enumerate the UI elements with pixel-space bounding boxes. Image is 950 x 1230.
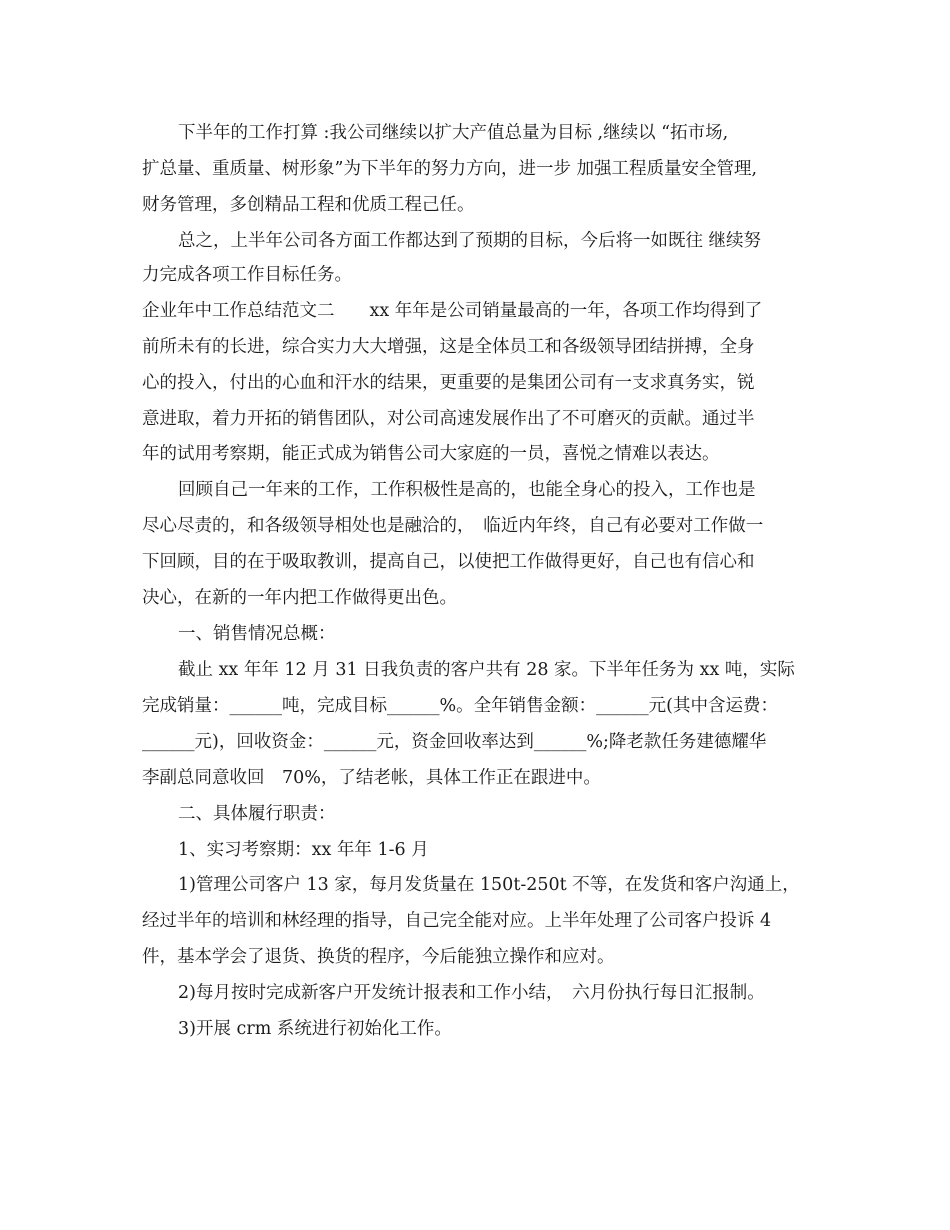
text-line: 尽心尽责的，和各级领导相处也是融洽的， 临近内年终，自己有必要对工作做一 [142, 516, 764, 536]
text-line: 回顾自己一年来的工作，工作积极性是高的，也能全身心的投入，工作也是 [178, 480, 756, 500]
text-line: 财务管理，多创精品工程和优质工程己任。 [142, 195, 475, 215]
text-line: 企业年中工作总结范文二 xx 年年是公司销量最高的一年，各项工作均得到了 [142, 301, 763, 321]
text-line: 意进取，着力开拓的销售团队，对公司高速发展作出了不可磨灭的贡献。通过半 [142, 409, 755, 429]
text-line: 前所未有的长进，综合实力大大增强，这是全体员工和各级领导团结拼搏，全身 [142, 337, 755, 357]
text-line: 1)管理公司客户 13 家，每月发货量在 150t-250t 不等，在发货和客户沟通上， [178, 875, 800, 895]
text-line: 3)开展 crm 系统进行初始化工作。 [178, 1019, 452, 1039]
section-heading: 二、具体履行职责： [178, 804, 336, 824]
text-line: 心的投入，付出的心血和汗水的结果，更重要的是集团公司有一支求真务实，锐 [142, 373, 755, 393]
text-line: 件，基本学会了退货、换货的程序，今后能独立操作和应对。 [142, 947, 615, 967]
text-line: 决心，在新的一年内把工作做得更出色。 [142, 588, 457, 608]
text-line: 下回顾，目的在于吸取教训，提高自己，以使把工作做得更好，自己也有信心和 [142, 552, 755, 572]
text-line: 力完成各项工作目标任务。 [142, 265, 352, 285]
text-line: 李副总同意收回 70%，了结老帐，具体工作正在跟进中。 [142, 768, 601, 788]
text-line: 年的试用考察期，能正式成为销售公司大家庭的一员，喜悦之情难以表达。 [142, 444, 720, 464]
text-line: 下半年的工作打算 :我公司继续以扩大产值总量为目标 ,继续以 “拓市场, [178, 123, 729, 143]
section-heading: 一、销售情况总概： [178, 624, 336, 644]
text-line: ______元)，回收资金：______元，资金回收率达到______%;降老款任务建德耀华 [142, 732, 767, 752]
sub-heading: 1、实习考察期：xx 年年 1-6 月 [178, 840, 429, 860]
text-line: 总之，上半年公司各方面工作都达到了预期的目标，今后将一如既往 继续努 [178, 231, 762, 251]
text-line: 完成销量：______吨，完成目标______%。全年销售金额：______元(其中含运费： [142, 696, 778, 716]
text-line: 经过半年的培训和林经理的指导，自己完全能对应。上半年处理了公司客户投诉 4 [142, 911, 772, 931]
text-line: 2)每月按时完成新客户开发统计报表和工作小结， 六月份执行每日汇报制。 [178, 983, 765, 1003]
text-line: 扩总量、重质量、树形象”为下半年的努力方向，进一步 加强工程质量安全管理, [142, 159, 758, 179]
text-line: 截止 xx 年年 12 月 31 日我负责的客户共有 28 家。下半年任务为 xx 吨，实际 [178, 660, 795, 680]
